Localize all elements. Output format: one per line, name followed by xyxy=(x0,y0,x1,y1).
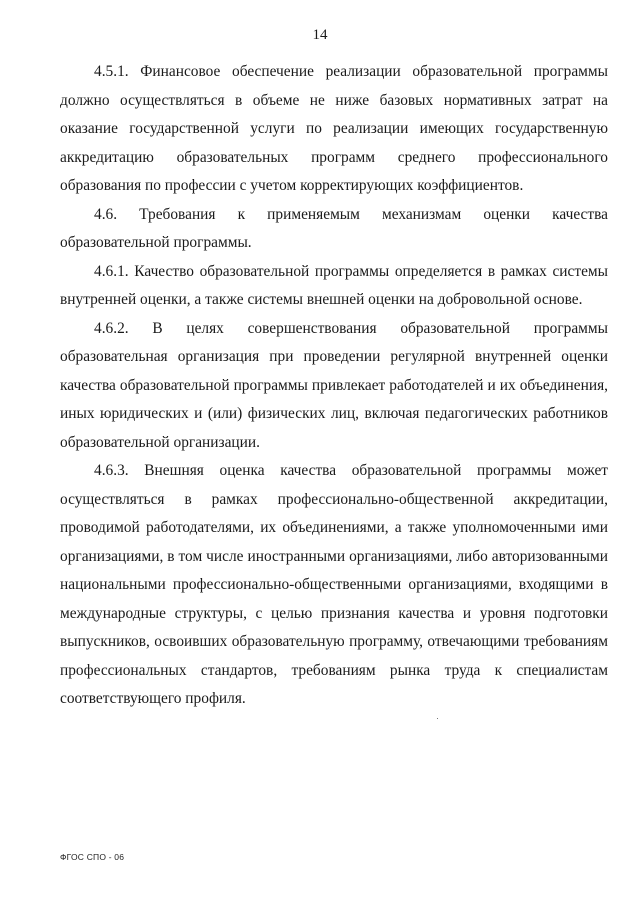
paragraph-4-6-3: 4.6.3. Внешняя оценка качества образовательной программы может осуществляться в рамках профессионально-общественной аккредитации, проводимой работодателями, их объединениями, а также уполномоченными ими организациями, в том числе иностранными организациями, либо авторизованными национальными профессионально-общественными организациями, входящими в международные структуры, с целью признания качества и уровня подготовки выпускников, освоивших образовательную программу, отвечающими требованиям профессиональных стандартов, требованиям рынка труда к специалистам соответствующего профиля. xyxy=(60,462,608,707)
footer-label: ФГОС СПО - 06 xyxy=(60,852,125,862)
paragraph-4-5-1: 4.5.1. Финансовое обеспечение реализации образовательной программы должно осуществляться в объеме не ниже базовых нормативных затрат на оказание государственной услуги по реализации имеющих государственную аккредитацию образовательных программ среднего профессионального образования по профессии с учетом корректирующих коэффициентов. xyxy=(60,63,608,194)
document-body xyxy=(60,58,608,714)
page-number: 14 xyxy=(312,27,328,43)
paragraph-4-6-1: 4.6.1. Качество образовательной программы определяется в рамках системы внутренней оценки, а также системы внешней оценки на добровольной основе. xyxy=(60,262,608,308)
paragraph-4-6: 4.6. Требования к применяемым механизмам оценки качества образовательной программы. xyxy=(60,205,608,251)
paragraph-4-6-2: 4.6.2. В целях совершенствования образовательной программы образовательная организация при проведении регулярной внутренней оценки качества образовательной программы привлекает работодателей и их объединения, иных юридических и (или) физических лиц, включая педагогических работников образовательной организации. xyxy=(60,319,608,451)
scan-dot-mark xyxy=(437,718,438,719)
